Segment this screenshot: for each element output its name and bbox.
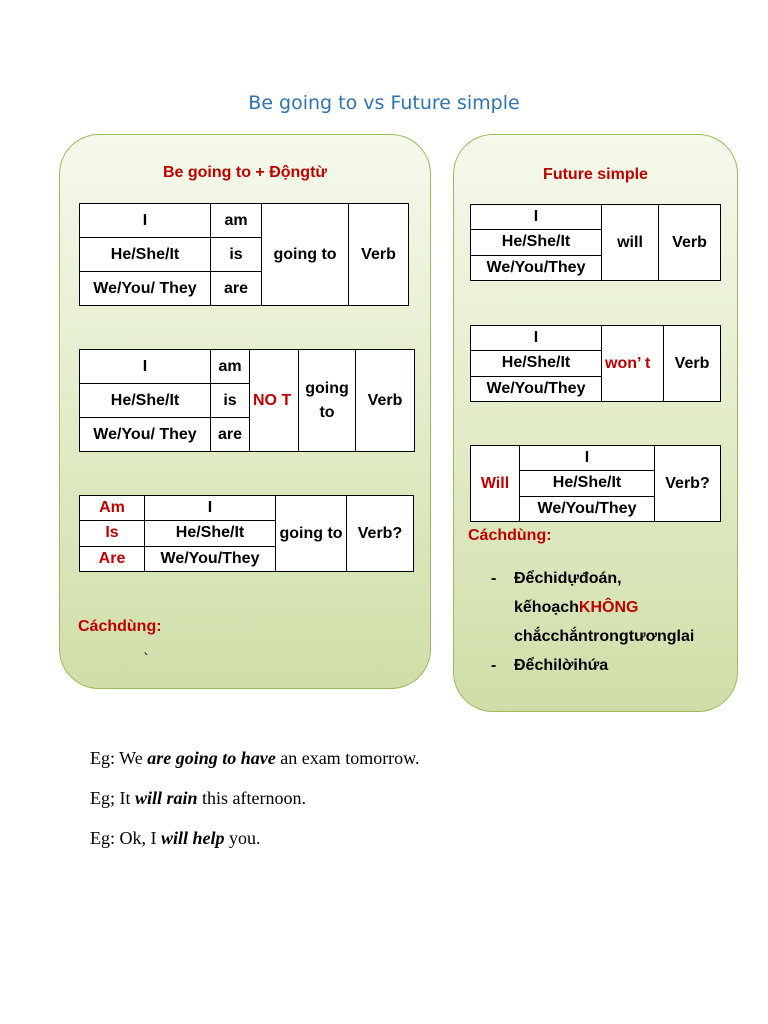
example-prefix: Eg: Ok, I [90,828,161,848]
example-emphasis: are going to have [147,748,276,768]
be-verb-cell: is [211,238,262,272]
example-prefix: Eg: We [90,748,148,768]
be-form-cell: Is [80,521,145,546]
be-verb-cell: am [211,350,250,384]
example-suffix: you. [224,828,261,848]
future-simple-usage-list [491,564,731,680]
subject-cell: He/She/It [80,238,211,272]
subject-cell: I [520,446,655,471]
not-cell: NO T [250,350,299,452]
subject-cell: He/She/It [80,384,211,418]
subject-cell: We/You/ They [80,272,211,306]
subject-cell: I [471,326,602,351]
be-verb-cell: are [211,272,262,306]
be-verb-cell: am [211,204,262,238]
page-title: Be going to vs Future simple [248,92,520,114]
be-going-to-usage-label: Cáchdùng: [78,618,162,635]
be-verb-cell: are [211,418,250,452]
main-verb-cell: Verb? [347,496,414,572]
will-cell: Will [471,446,520,522]
usage-highlight: KHÔNG [578,599,639,616]
future-simple-usage-label: Cáchdùng: [468,527,552,544]
wont-cell: won’ t [602,326,664,402]
main-verb-cell: Verb [356,350,415,452]
be-going-to-question-table [79,495,414,572]
example-emphasis: will rain [135,788,198,808]
be-going-to-affirmative-table [79,203,409,306]
future-simple-affirmative-table [470,204,721,281]
example-line [90,788,306,809]
example-prefix: Eg; It [90,788,135,808]
future-simple-negative-table [470,325,721,402]
be-form-cell: Are [80,546,145,571]
aux-cell: going to [276,496,347,572]
be-verb-cell: is [211,384,250,418]
usage-text: chắcchắntrongtươnglai [514,628,695,645]
aux-cell: going to [299,350,356,452]
future-simple-heading: Future simple [543,166,648,183]
aux-cell: will [602,205,659,281]
be-going-to-negative-table [79,349,415,452]
subject-cell: He/She/It [145,521,276,546]
subject-cell: We/You/They [145,546,276,571]
subject-cell: We/You/They [520,496,655,521]
usage-text: Đểchidựđoán, kếhoạch [514,570,622,616]
subject-cell: He/She/It [471,230,602,255]
subject-cell: I [80,204,211,238]
be-going-to-heading: Be going to + Độngtừ [162,164,327,181]
example-line [90,828,261,849]
example-suffix: this afternoon. [197,788,307,808]
subject-cell: I [145,496,276,521]
subject-cell: We/You/They [471,376,602,401]
subject-cell: We/You/They [471,255,602,280]
main-verb-cell: Verb? [655,446,721,522]
subject-cell: I [80,350,211,384]
usage-item [491,564,731,651]
usage-item: - Đểchilờihứa [491,651,731,680]
example-suffix: an exam tomorrow. [275,748,420,768]
main-verb-cell: Verb [349,204,409,306]
main-verb-cell: Verb [659,205,721,281]
subject-cell: I [471,205,602,230]
subject-cell: We/You/ They [80,418,211,452]
example-emphasis: will help [161,828,225,848]
example-line [90,748,420,769]
subject-cell: He/She/It [520,471,655,496]
future-simple-question-table [470,445,721,522]
stray-mark: ` [143,652,150,668]
be-form-cell: Am [80,496,145,521]
aux-cell: going to [262,204,349,306]
subject-cell: He/She/It [471,351,602,376]
main-verb-cell: Verb [664,326,721,402]
